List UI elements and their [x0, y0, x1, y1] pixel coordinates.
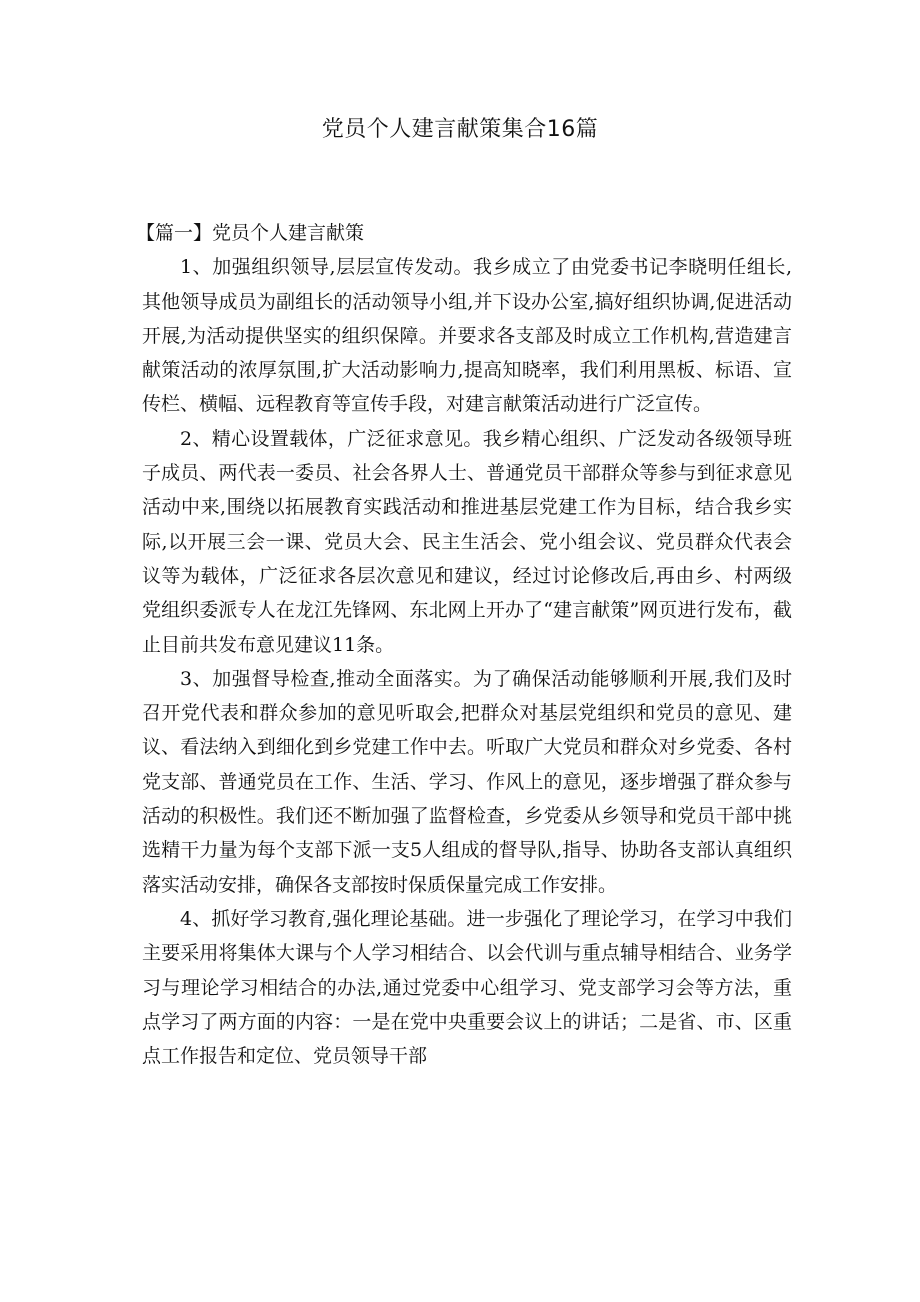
document-title: 党员个人建言献策集合16篇: [321, 117, 599, 142]
document-body: [136, 216, 792, 1073]
section-heading: 【篇一】党员个人建言献策: [136, 222, 365, 244]
paragraph-4: 4、抓好学习教育,强化理论基础。进一步强化了理论学习，在学习中我们主要采用将集体大课与个人学习相结合、以会代训与重点辅导相结合、业务学习与理论学习相结合的办法,通过党委中心组学习、党支部学习会等方法，重点学习了两方面的内容：一是在党中央重要会议上的讲话；二是省、市、区重点工作报告和定位、党员领导干部: [142, 907, 792, 1068]
paragraph-2: 2、精心设置载体，广泛征求意见。我乡精心组织、广泛发动各级领导班子成员、两代表一委员、社会各界人士、普通党员干部群众等参与到征求意见活动中来,围绕以拓展教育实践活动和推进基层党建工作为目标，结合我乡实际,以开展三会一课、党员大会、民主生活会、党小组会议、党员群众代表会议等为载体，广泛征求各层次意见和建议，经过讨论修改后,再由乡、村两级党组织委派专人在龙江先锋网、东北网上开办了“建言献策”网页进行发布，截止目前共发布意见建议11条。: [142, 427, 792, 656]
paragraph-1: 1、加强组织领导,层层宣传发动。我乡成立了由党委书记李晓明任组长,其他领导成员为副组长的活动领导小组,并下设办公室,搞好组织协调,促进活动开展,为活动提供坚实的组织保障。并要求各支部及时成立工作机构,营造建言献策活动的浓厚氛围,扩大活动影响力,提高知晓率，我们利用黑板、标语、宣传栏、横幅、远程教育等宣传手段，对建言献策活动进行广泛宣传。: [142, 256, 792, 416]
paragraph-3: 3、加强督导检查,推动全面落实。为了确保活动能够顺利开展,我们及时召开党代表和群众参加的意见听取会,把群众对基层党组织和党员的意见、建议、看法纳入到细化到乡党建工作中去。听取广大党员和群众对乡党委、各村党支部、普通党员在工作、生活、学习、作风上的意见，逐步增强了群众参与活动的积极性。我们还不断加强了监督检查，乡党委从乡领导和党员干部中挑选精干力量为每个支部下派一支5人组成的督导队,指导、协助各支部认真组织落实活动安排，确保各支部按时保质保量完成工作安排。: [142, 667, 792, 896]
